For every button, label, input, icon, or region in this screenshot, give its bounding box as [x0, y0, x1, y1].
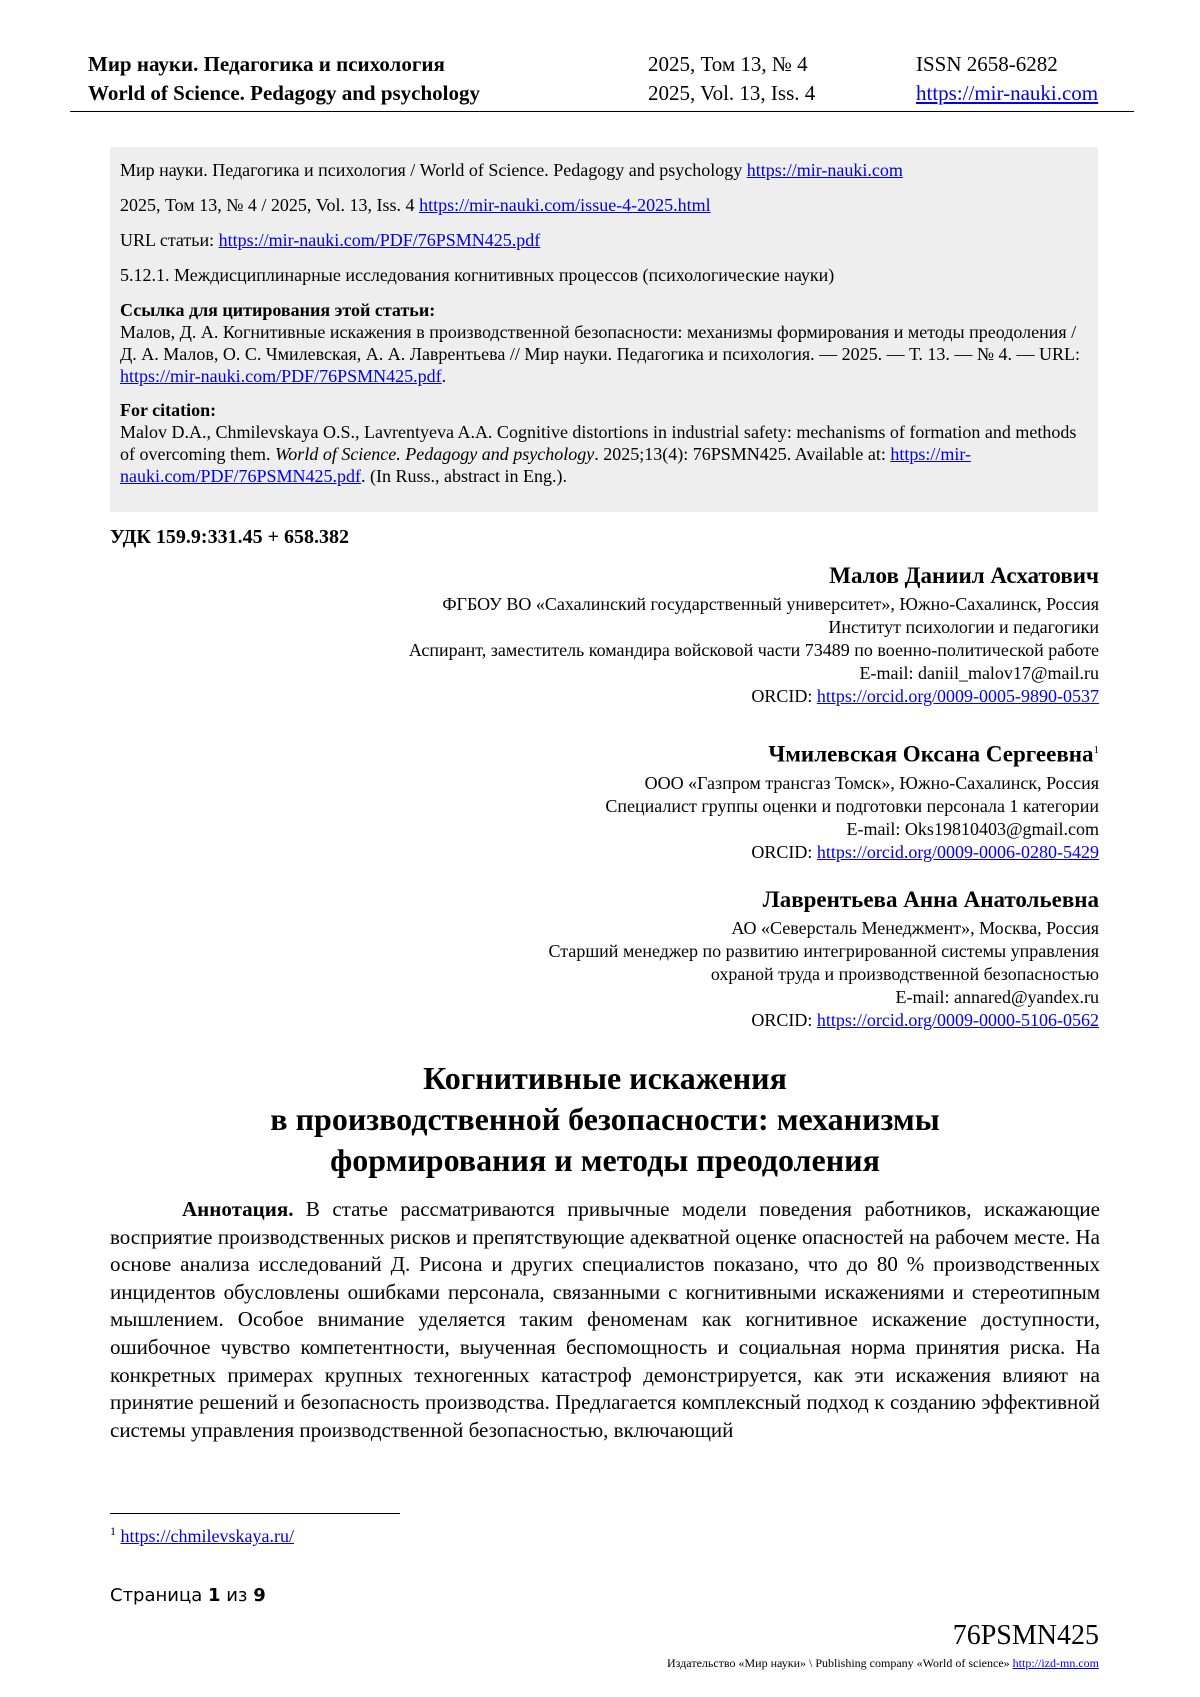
author-orcid: ORCID: https://orcid.org/0009-0006-0280-5429 — [751, 841, 1099, 862]
issn: ISSN 2658-6282 — [916, 52, 1058, 76]
abstract-text: В статье рассматриваются привычные модели поведения работников, искажающие восприятие производственных рисков и препятствующие адекватной оценке опасностей на рабочем месте. На основе анализа исследований Д. Рисона и других специалистов показано, что до 80 % производственных инцидентов обусловлены ошибками персонала, связанными с когнитивными искажениями и стереотипным мышлением. Особое внимание уделяется таким феноменам как когнитивное искажение доступности, ошибочное чувство компетентности, выученная беспомощность и социальная норма принятия риска. На конкретных примерах крупных техногенных катастроф демонстрируется, как эти искажения влияют на принятие решений и безопасность производства. Предлагается комплексный подход к созданию эффективной системы управления производственной безопасностью, включающий — [110, 1197, 1100, 1442]
journal-title-en: World of Science. Pedagogy and psychology — [88, 81, 481, 105]
orcid-link[interactable]: https://orcid.org/0009-0006-0280-5429 — [816, 841, 1099, 862]
journal-title-ru: Мир науки. Педагогика и психология — [88, 52, 445, 76]
footnote-divider — [110, 1513, 400, 1514]
journal-header — [88, 50, 1128, 108]
issue-en: 2025, Vol. 13, Iss. 4 — [648, 81, 816, 105]
author-institute: Институт психологии и педагогики — [828, 617, 1099, 637]
citation-en-text: Malov D.A., Chmilevskaya O.S., Lavrentyeva A.A. Cognitive distortions in industrial safety: mechanisms of formation and methods of overcoming them. — [120, 422, 1077, 464]
orcid-link[interactable]: https://orcid.org/0009-0000-5106-0562 — [816, 1010, 1099, 1030]
journal-line: Мир науки. Педагогика и психология / World of Science. Pedagogy and psychology https://mir-nauki.com — [120, 160, 903, 180]
udk-code: УДК 159.9:331.45 + 658.382 — [110, 526, 349, 548]
author-position: Старший менеджер по развитию интегрированной системы управления — [548, 941, 1099, 961]
citation-ru-link[interactable]: https://mir-nauki.com/PDF/76PSMN425.pdf — [120, 366, 442, 386]
author-position-cont: охраной труда и производственной безопасностью — [710, 964, 1099, 984]
author-orcid: ORCID: https://orcid.org/0009-0005-9890-0537 — [751, 686, 1099, 706]
issue-link[interactable]: https://mir-nauki.com/issue-4-2025.html — [419, 195, 711, 215]
footnote-mark: 1 — [1093, 744, 1099, 756]
author-block — [605, 735, 1099, 864]
citation-en-heading: For citation: — [120, 400, 217, 420]
article-url-line: URL статьи: https://mir-nauki.com/PDF/76PSMN425.pdf — [120, 230, 541, 250]
issue-ru: 2025, Том 13, № 4 — [648, 52, 808, 76]
author-position: Аспирант, заместитель командира войсковой части 73489 по военно-политической работе — [408, 640, 1099, 660]
publisher-link[interactable]: http://izd-mn.com — [1012, 1656, 1099, 1670]
author-name: Чмилевская Оксана Сергеевна$^1$ — [768, 741, 1099, 767]
article-code: 76PSMN425 — [952, 1620, 1099, 1651]
citation-en-link[interactable]: https://mir-nauki.com/PDF/76PSMN425.pdf — [120, 444, 972, 486]
author-email: E-mail: daniil_malov17@mail.ru — [859, 663, 1099, 683]
header-divider — [70, 111, 1134, 112]
citation-en-journal: World of Science. Pedagogy and psychology — [274, 444, 595, 464]
author-affiliation: ФГБОУ ВО «Сахалинский государственный университет», Южно-Сахалинск, Россия — [442, 594, 1099, 614]
orcid-link[interactable]: https://orcid.org/0009-0005-9890-0537 — [816, 686, 1099, 706]
citation-ru-heading: Ссылка для цитирования этой статьи: — [120, 300, 436, 320]
author-name: Малов Даниил Асхатович — [829, 563, 1099, 588]
citation-box — [110, 147, 1098, 512]
author-block — [548, 885, 1099, 1032]
author-position: Специалист группы оценки и подготовки персонала 1 категории — [605, 795, 1099, 816]
author-affiliation: ООО «Газпром трансгаз Томск», Южно-Сахалинск, Россия — [644, 772, 1099, 793]
site-link[interactable]: https://mir-nauki.com — [916, 81, 1099, 105]
footnote-link[interactable]: https://chmilevskaya.ru/ — [120, 1526, 294, 1546]
abstract — [110, 1196, 1100, 1444]
author-block — [409, 561, 1099, 708]
article-url-link[interactable]: https://mir-nauki.com/PDF/76PSMN425.pdf — [218, 230, 541, 250]
citation-ru: Ссылка для цитирования этой статьи: Малов, Д. А. Когнитивные искажения в производственной безопасности: механизмы формирования и методы преодоления / Д. А. Малов, О. С. Чмилевская, А. А. Лаврентьева // Мир науки. Педагогика и психология. — 2025. — Т. 13. — № 4. — URL: https://mir-nauki.com/PDF/76PSMN425.pdf. — [120, 299, 1088, 387]
page-number: Страница 1 из 9 — [110, 1585, 266, 1606]
publisher-line: Издательство «Мир науки» \ Publishing company «World of science» http://izd-mn.com — [667, 1656, 1099, 1670]
author-orcid: ORCID: https://orcid.org/0009-0000-5106-0562 — [751, 1010, 1099, 1030]
specialty-line: 5.12.1. Междисциплинарные исследования когнитивных процессов (психологические науки) — [120, 265, 835, 285]
issue-line: 2025, Том 13, № 4 / 2025, Vol. 13, Iss. 4 https://mir-nauki.com/issue-4-2025.html — [120, 195, 711, 215]
author-email: E-mail: annared@yandex.ru — [895, 987, 1099, 1007]
footnote: $^1$ https://chmilevskaya.ru/ — [110, 1524, 294, 1546]
author-email: E-mail: Oks19810403@gmail.com — [846, 818, 1099, 839]
journal-link[interactable]: https://mir-nauki.com — [746, 160, 903, 180]
citation-ru-text: Малов, Д. А. Когнитивные искажения в производственной безопасности: механизмы формирования и методы преодоления / Д. А. Малов, О. С. Чмилевская, А. А. Лаврентьева // Мир науки. Педагогика и психология. — 2025. — Т. 13. — № 4. — URL: — [120, 322, 1081, 364]
author-name: Лаврентьева Анна Анатольевна — [762, 887, 1099, 912]
author-affiliation: АО «Северсталь Менеджмент», Москва, Россия — [731, 918, 1099, 938]
abstract-label: Аннотация. — [182, 1197, 294, 1221]
article-title: Когнитивные искажения в производственной безопасности: механизмы формирования и методы преодоления — [270, 1060, 940, 1178]
citation-en: For citation: Malov D.A., Chmilevskaya O.S., Lavrentyeva A.A. Cognitive distortions in industrial safety: mechanisms of formation and methods of overcoming them. World of Science. Pedagogy and psychology. 2025;13(4): 76PSMN425. Available at: https://mir-nauki.com/PDF/76PSMN425.pdf. (In Russ., abstract in Eng.). — [120, 399, 1088, 487]
